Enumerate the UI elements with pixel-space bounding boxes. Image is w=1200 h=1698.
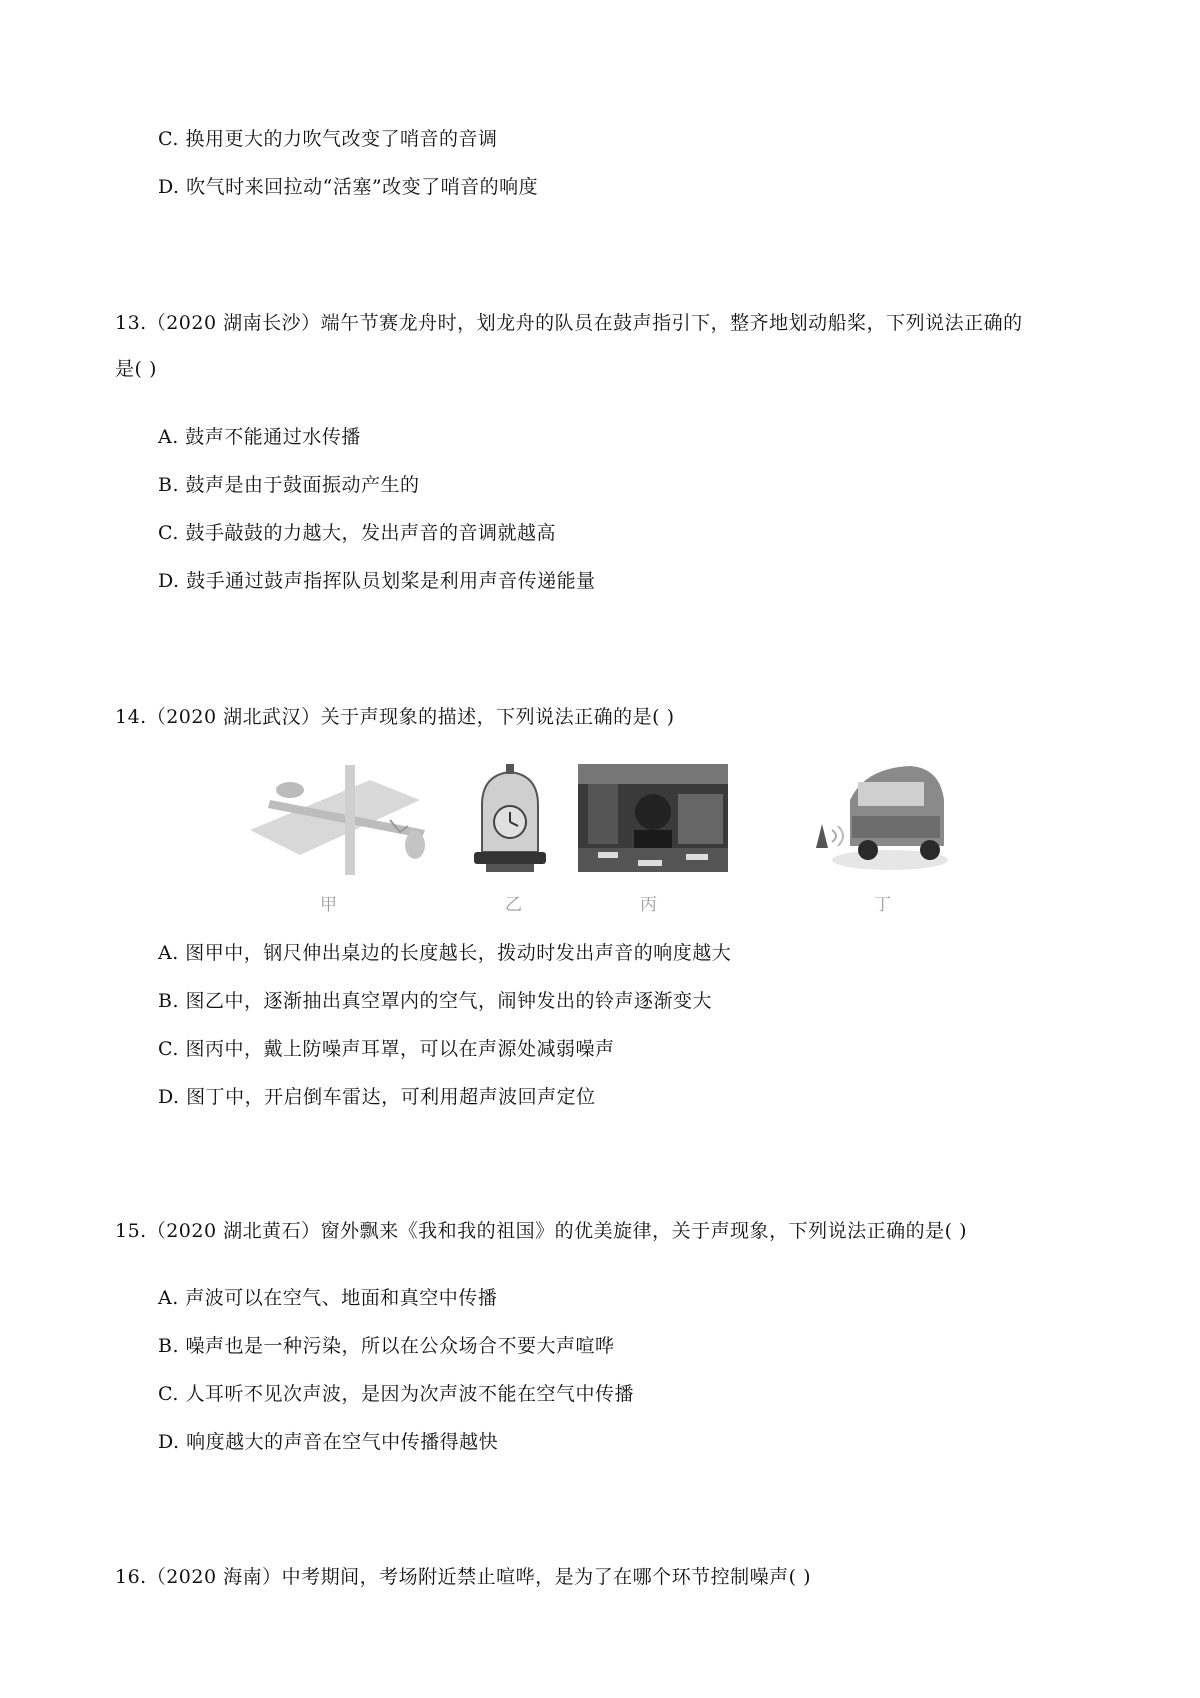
q14-figures xyxy=(240,760,960,920)
q14-option-c: C. 图丙中，戴上防噪声耳罩，可以在声源处减弱噪声 xyxy=(158,1038,615,1060)
figure-ruler xyxy=(250,760,430,915)
q16-stem: 16.（2020 海南）中考期间，考场附近禁止喧哗，是为了在哪个环节控制噪声( ) xyxy=(115,1566,811,1588)
figure-label-bing: 丙 xyxy=(640,895,657,915)
figure-label-yi: 乙 xyxy=(505,895,522,915)
car-icon xyxy=(810,760,950,880)
q13-option-d: D. 鼓手通过鼓声指挥队员划桨是利用声音传递能量 xyxy=(158,570,596,592)
bell-jar-icon xyxy=(470,760,550,880)
q13-stem-line2: 是( ) xyxy=(115,358,157,380)
q13-stem-line1: 13.（2020 湖南长沙）端午节赛龙舟时，划龙舟的队员在鼓声指引下，整齐地划动船桨，下列说法正确的 xyxy=(115,312,1023,334)
ruler-icon xyxy=(250,760,430,880)
figure-car xyxy=(810,760,950,915)
figure-ear-muffs xyxy=(578,764,728,915)
ear-muffs-photo-icon xyxy=(578,764,728,872)
q15-option-d: D. 响度越大的声音在空气中传播得越快 xyxy=(158,1431,499,1453)
q14-stem: 14.（2020 湖北武汉）关于声现象的描述，下列说法正确的是( ) xyxy=(115,706,675,728)
figure-label-jia: 甲 xyxy=(320,895,337,915)
q14-option-a: A. 图甲中，钢尺伸出桌边的长度越长，拨动时发出声音的响度越大 xyxy=(158,942,732,964)
q12-option-d: D. 吹气时来回拉动“活塞”改变了哨音的响度 xyxy=(158,176,539,198)
figure-bell-jar xyxy=(470,760,550,915)
q13-option-c: C. 鼓手敲鼓的力越大，发出声音的音调就越高 xyxy=(158,522,556,544)
q13-option-a: A. 鼓声不能通过水传播 xyxy=(158,426,361,448)
q15-option-a: A. 声波可以在空气、地面和真空中传播 xyxy=(158,1287,498,1309)
q15-option-b: B. 噪声也是一种污染，所以在公众场合不要大声喧哗 xyxy=(158,1335,615,1357)
q13-option-b: B. 鼓声是由于鼓面振动产生的 xyxy=(158,474,420,496)
q14-option-b: B. 图乙中，逐渐抽出真空罩内的空气，闹钟发出的铃声逐渐变大 xyxy=(158,990,713,1012)
q14-option-d: D. 图丁中，开启倒车雷达，可利用超声波回声定位 xyxy=(158,1086,596,1108)
figure-label-ding: 丁 xyxy=(874,895,891,915)
q15-option-c: C. 人耳听不见次声波，是因为次声波不能在空气中传播 xyxy=(158,1383,634,1405)
q12-option-c: C. 换用更大的力吹气改变了哨音的音调 xyxy=(158,128,498,150)
q15-stem: 15.（2020 湖北黄石）窗外飘来《我和我的祖国》的优美旋律，关于声现象，下列说法正确的是( ) xyxy=(115,1220,967,1242)
